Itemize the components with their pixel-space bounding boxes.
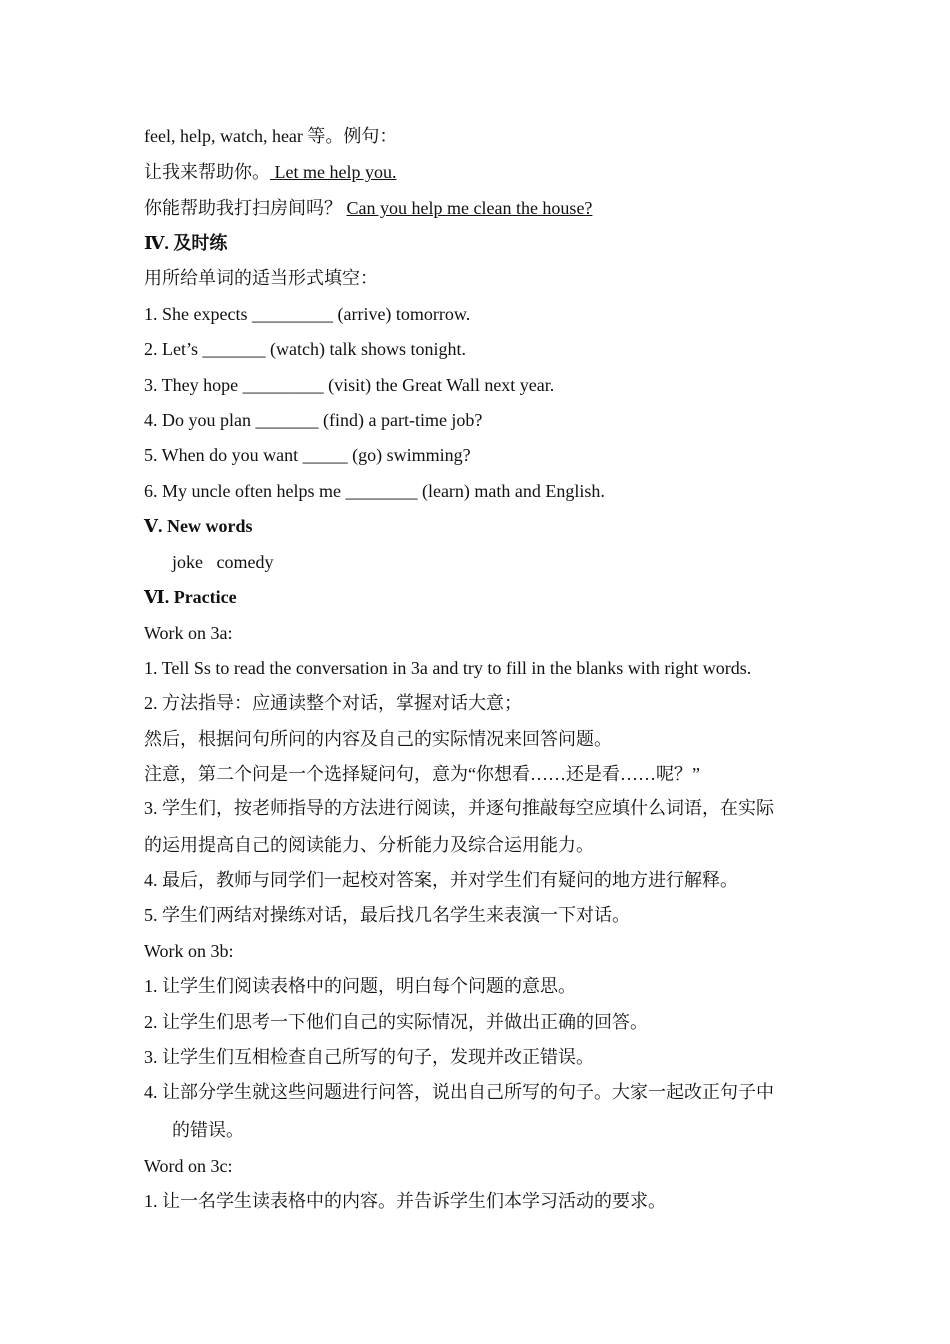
example-chinese: 你能帮助我打扫房间吗？ xyxy=(144,198,347,218)
practice-item: 3. 学生们，按老师指导的方法进行阅读，并逐句推敲每空应填什么词语，在实际 xyxy=(144,798,774,818)
example-english: Let me help you. xyxy=(270,162,397,182)
practice-item: 2. 方法指导：应通读整个对话，掌握对话大意； xyxy=(144,693,522,713)
subheading-3b: Work on 3b: xyxy=(144,941,234,961)
practice-item: 然后，根据问句所问的内容及自己的实际情况来回答问题。 xyxy=(144,729,612,749)
exercise-item: 4. Do you plan _______ (find) a part-time job? xyxy=(144,410,483,430)
practice-item: 的运用提高自己的阅读能力、分析能力及综合运用能力。 xyxy=(144,835,594,855)
practice-item: 3. 让学生们互相检查自己所写的句子，发现并改正错误。 xyxy=(144,1047,594,1067)
new-words: joke comedy xyxy=(172,552,274,572)
section-heading-4: Ⅳ. 及时练 xyxy=(144,233,228,253)
exercise-item: 5. When do you want _____ (go) swimming? xyxy=(144,445,471,465)
practice-item: 1. 让学生们阅读表格中的问题，明白每个问题的意思。 xyxy=(144,976,576,996)
text-line: feel, help, watch, hear 等。例句： xyxy=(144,126,398,146)
exercise-item: 6. My uncle often helps me ________ (learn) math and English. xyxy=(144,481,605,501)
exercise-item: 3. They hope _________ (visit) the Great Wall next year. xyxy=(144,375,555,395)
subheading-3c: Word on 3c: xyxy=(144,1156,233,1176)
practice-item: 注意，第二个问是一个选择疑问句，意为“你想看……还是看……呢？” xyxy=(144,764,700,784)
practice-item: 4. 让部分学生就这些问题进行问答，说出自己所写的句子。大家一起改正句子中 xyxy=(144,1082,774,1102)
instruction-line: 用所给单词的适当形式填空： xyxy=(144,268,378,288)
practice-item-continued: 的错误。 xyxy=(172,1120,244,1140)
practice-item: 2. 让学生们思考一下他们自己的实际情况，并做出正确的回答。 xyxy=(144,1012,648,1032)
example-chinese: 让我来帮助你。 xyxy=(144,162,270,182)
example-english: Can you help me clean the house? xyxy=(346,198,593,218)
section-heading-6: Ⅵ. Practice xyxy=(144,587,237,607)
practice-item: 1. 让一名学生读表格中的内容。并告诉学生们本学习活动的要求。 xyxy=(144,1191,666,1211)
exercise-item: 2. Let’s _______ (watch) talk shows tonight. xyxy=(144,339,466,359)
example-line-1 xyxy=(144,160,396,184)
example-line-2 xyxy=(144,196,592,220)
section-heading-5: Ⅴ. New words xyxy=(144,516,253,536)
practice-item: 1. Tell Ss to read the conversation in 3a and try to fill in the blanks with right words. xyxy=(144,658,752,678)
subheading-3a: Work on 3a: xyxy=(144,623,233,643)
practice-item: 4. 最后，教师与同学们一起校对答案，并对学生们有疑问的地方进行解释。 xyxy=(144,870,738,890)
exercise-item: 1. She expects _________ (arrive) tomorrow. xyxy=(144,304,471,324)
practice-item: 5. 学生们两结对操练对话，最后找几名学生来表演一下对话。 xyxy=(144,905,630,925)
